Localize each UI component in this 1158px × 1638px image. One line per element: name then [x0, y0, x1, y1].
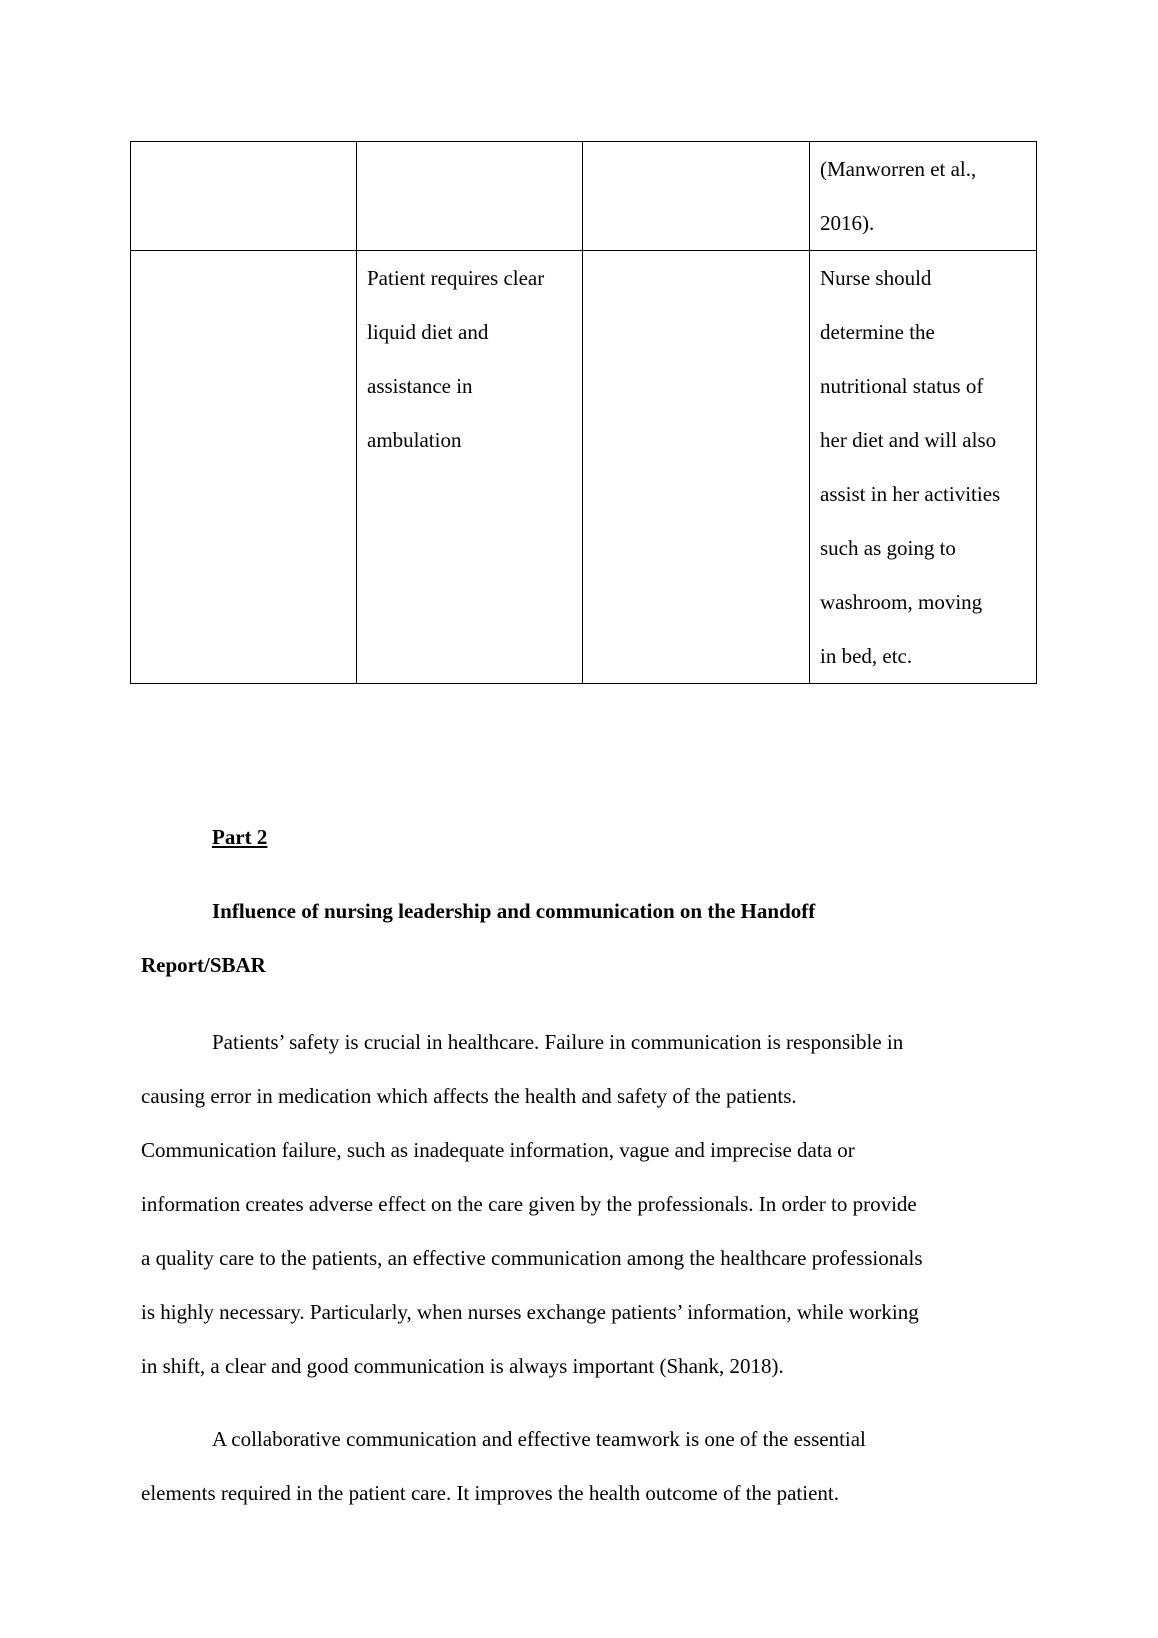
- part-heading: Part 2: [212, 825, 268, 849]
- paragraph-line: Patients’ safety is crucial in healthcare. Failure in communication is responsible in: [212, 1030, 904, 1054]
- cell-text-line: liquid diet and: [367, 320, 489, 344]
- cell-text-line: ambulation: [367, 428, 462, 452]
- cell-text-line: 2016).: [820, 211, 875, 235]
- cell-text-line: (Manworren et al.,: [820, 157, 977, 181]
- paragraph-line: is highly necessary. Particularly, when nurses exchange patients’ information, while working: [141, 1300, 919, 1324]
- paragraph-line: causing error in medication which affects the health and safety of the patients.: [141, 1084, 797, 1108]
- paragraph-line: information creates adverse effect on the care given by the professionals. In order to provide: [141, 1192, 917, 1216]
- section-title: [141, 884, 1021, 992]
- cell-text-line: her diet and will also: [820, 428, 997, 452]
- table-cell: [357, 142, 583, 251]
- paragraph-line: A collaborative communication and effective teamwork is one of the essential: [212, 1427, 866, 1451]
- care-plan-table: [130, 141, 1037, 684]
- paragraph-line: Communication failure, such as inadequate information, vague and imprecise data or: [141, 1138, 855, 1162]
- paragraph-line: elements required in the patient care. It improves the health outcome of the patient.: [141, 1481, 839, 1505]
- cell-text-line: Nurse should: [820, 266, 932, 290]
- paragraph-line: a quality care to the patients, an effective communication among the healthcare professionals: [141, 1246, 923, 1270]
- body-paragraph: [141, 1015, 1021, 1393]
- cell-text-line: assistance in: [367, 374, 473, 398]
- table-cell: [583, 142, 810, 251]
- table-cell: [810, 251, 1037, 684]
- cell-text-line: Patient requires clear: [367, 266, 545, 290]
- cell-text-line: in bed, etc.: [820, 644, 913, 668]
- table-cell: [810, 142, 1037, 251]
- cell-text-line: nutritional status of: [820, 374, 984, 398]
- table-cell: [357, 251, 583, 684]
- table-cell: [131, 251, 357, 684]
- table-cell: [583, 251, 810, 684]
- table-row: [131, 251, 1037, 684]
- cell-text-line: washroom, moving: [820, 590, 983, 614]
- section-title-line: Report/SBAR: [141, 953, 266, 977]
- body-paragraph: [141, 1412, 1021, 1520]
- cell-text-line: determine the: [820, 320, 935, 344]
- table-cell: [131, 142, 357, 251]
- paragraph-line: in shift, a clear and good communication is always important (Shank, 2018).: [141, 1354, 784, 1378]
- cell-text-line: assist in her activities: [820, 482, 1001, 506]
- cell-text-line: such as going to: [820, 536, 956, 560]
- table-row: [131, 142, 1037, 251]
- section-title-line: Influence of nursing leadership and communication on the Handoff: [212, 899, 816, 923]
